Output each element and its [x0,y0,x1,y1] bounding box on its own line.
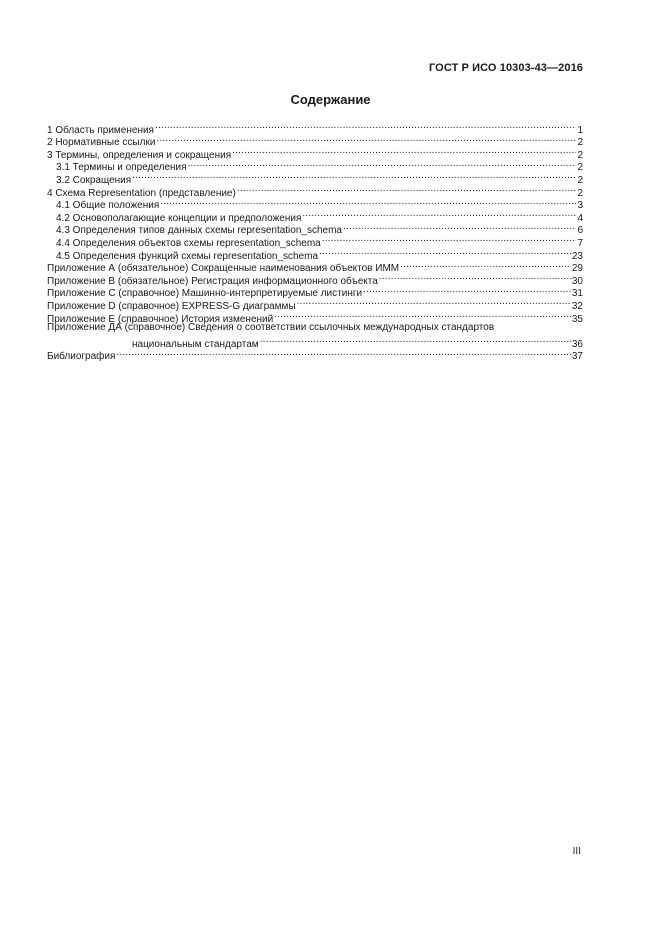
toc-entry-page: 2 [577,187,583,199]
toc-entry-label: Приложение Е (справочное) История изменений [47,313,274,325]
toc-entry-page: 1 [577,124,583,136]
toc-entry-label: 4.2 Основополагающие концепции и предположения [56,212,302,224]
toc-entry-label: 2 Нормативные ссылки [47,137,156,149]
toc-entry-page: 23 [571,250,583,262]
dot-leader [116,347,570,360]
dot-leader [274,309,571,322]
toc-entry-page: 31 [571,288,583,300]
toc-entry-page: 3 [577,200,583,212]
toc-entry-page: 36 [571,338,583,350]
toc-entry-page: 2 [577,149,583,161]
toc-entry-page: 37 [571,351,583,363]
toc-entry-page: 6 [577,225,583,237]
dot-leader [188,158,577,171]
toc-entry-label: Приложение D (справочное) EXPRESS-G диаграммы [47,300,296,312]
dot-leader [302,208,576,221]
dot-leader [156,133,576,146]
toc-entry-label: Библиография [47,351,116,363]
toc-entry-label: Приложение ДА (справочное) Сведения о соответствии ссылочных международных стандартов [47,321,495,333]
toc-entry[interactable] [47,120,583,136]
toc-entry-label: 4.4 Определения объектов схемы representation_schema [56,237,321,249]
page-number: III [572,846,581,857]
toc-entry-label: 1 Область применения [47,124,154,136]
document-code: ГОСТ Р ИСО 10303-43—2016 [428,62,583,74]
dot-leader [322,233,577,246]
toc-entry-label: 4.5 Определения функций схемы representation_schema [56,250,319,262]
dot-leader [155,120,576,133]
toc-entry-page: 35 [571,313,583,325]
table-of-contents [47,120,583,363]
dot-leader [319,246,571,259]
toc-entry-label: 3 Термины, определения и сокращения [47,149,232,161]
toc-entry[interactable] [47,322,583,335]
dot-leader [160,196,576,209]
dot-leader [343,221,576,234]
toc-entry-label: Приложение С (справочное) Машинно-интерпретируемые листинги [47,288,363,300]
dot-leader [132,170,576,183]
toc-entry-page: 7 [577,237,583,249]
toc-entry-label: 3.1 Термины и определения [56,162,187,174]
toc-entry-page: 2 [577,162,583,174]
dot-leader [363,284,571,297]
toc-entry-page: 32 [571,300,583,312]
toc-entry-label-continuation: национальным стандартам [132,338,259,350]
dot-leader [379,271,571,284]
dot-leader [260,334,571,347]
toc-entry-page: 2 [577,137,583,149]
dot-leader [237,183,577,196]
toc-entry-label: Приложение В (обязательное) Регистрация информационного объекта [47,275,378,287]
dot-leader [232,145,576,158]
toc-entry-label: Приложение А (обязательное) Сокращенные наименования объектов ИММ [47,263,400,275]
dot-leader [400,259,571,272]
toc-entry-continuation[interactable] [47,334,583,350]
dot-leader [297,296,571,309]
toc-entry-page: 30 [571,275,583,287]
toc-entry-page: 4 [577,212,583,224]
toc-entry[interactable] [47,347,583,363]
toc-entry-label: 3.2 Сокращения [56,174,132,186]
toc-title: Содержание [290,92,371,107]
toc-entry-label: 4.1 Общие положения [56,200,160,212]
toc-entry-label: 4.3 Определения типов данных схемы representation_schema [56,225,342,237]
toc-entry-label: 4 Схема Representation (представление) [47,187,236,199]
toc-entry-page: 2 [577,174,583,186]
toc-entry-page: 29 [571,263,583,275]
